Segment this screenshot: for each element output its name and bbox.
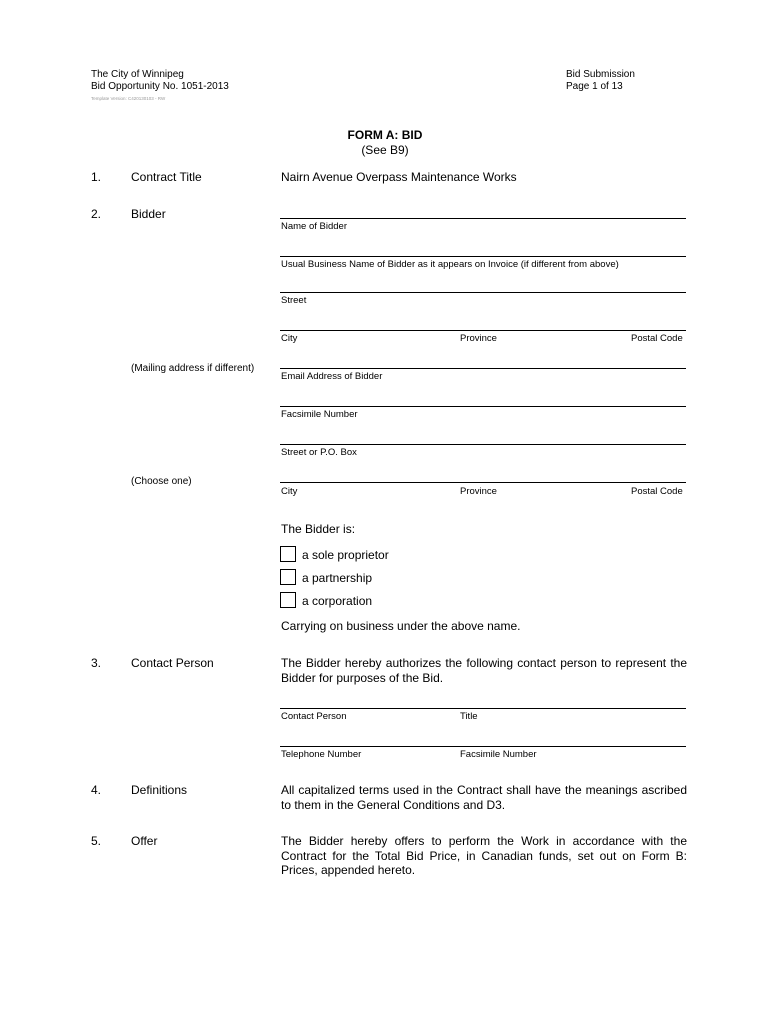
sole-proprietor-checkbox[interactable] [280, 546, 296, 562]
form-subtitle: (See B9) [361, 143, 409, 157]
definitions-text: All capitalized terms used in the Contract shall have the meanings ascribed to them in the General Conditions and D3. [281, 783, 687, 812]
contact-person-caption: Contact Person [281, 711, 347, 722]
email-caption: Email Address of Bidder [281, 371, 383, 382]
street-line[interactable] [280, 292, 686, 293]
section-2-number: 2. [91, 207, 102, 221]
mailing-city-province-postal-line[interactable] [280, 482, 686, 483]
section-2-label: Bidder [131, 207, 166, 221]
usual-business-name-caption: Usual Business Name of Bidder as it appears on Invoice (if different from above) [281, 259, 619, 270]
name-of-bidder-line[interactable] [280, 218, 686, 219]
fax-caption: Facsimile Number [281, 409, 358, 420]
section-1-label: Contract Title [131, 170, 202, 184]
title-caption: Title [460, 711, 478, 722]
page-number: Page 1 of 13 [566, 81, 623, 92]
usual-business-name-line[interactable] [280, 256, 686, 257]
corporation-checkbox[interactable] [280, 592, 296, 608]
bidder-is-label: The Bidder is: [281, 522, 356, 536]
corporation-label: a corporation [302, 594, 373, 608]
section-1-number: 1. [91, 170, 102, 184]
street-caption: Street [281, 295, 307, 306]
partnership-checkbox[interactable] [280, 569, 296, 585]
mailing-postal-code-caption: Postal Code [631, 486, 683, 497]
city-caption: City [281, 333, 298, 344]
sole-proprietor-label: a sole proprietor [302, 548, 389, 562]
section-5-number: 5. [91, 834, 102, 848]
telephone-caption: Telephone Number [281, 749, 362, 760]
choose-one-note: (Choose one) [131, 476, 192, 487]
section-5-label: Offer [131, 834, 158, 848]
org-name: The City of Winnipeg [91, 69, 184, 80]
section-3-label: Contact Person [131, 656, 214, 670]
section-4-label: Definitions [131, 783, 188, 797]
fax-line[interactable] [280, 406, 686, 407]
email-line[interactable] [280, 368, 686, 369]
province-caption: Province [460, 333, 497, 344]
postal-code-caption: Postal Code [631, 333, 683, 344]
name-of-bidder-caption: Name of Bidder [281, 221, 348, 232]
section-3-number: 3. [91, 656, 102, 670]
contact-person-text: The Bidder hereby authorizes the following contact person to represent the Bidder for purposes of the Bid. [281, 656, 687, 685]
street-po-line[interactable] [280, 444, 686, 445]
bid-opportunity-number: Bid Opportunity No. 1051-2013 [91, 81, 229, 92]
street-po-caption: Street or P.O. Box [281, 447, 357, 458]
contract-title-value: Nairn Avenue Overpass Maintenance Works [281, 170, 517, 184]
offer-text: The Bidder hereby offers to perform the Work in accordance with the Contract for the Total Bid Price, in Canadian funds, set out on Form B: Prices, appended hereto. [281, 834, 687, 877]
telephone-fax-line[interactable] [280, 746, 686, 747]
carrying-on-business-text: Carrying on business under the above name. [281, 619, 521, 633]
form-title: FORM A: BID [347, 128, 423, 142]
template-version: Template Version: C420130103 - RW [91, 96, 166, 101]
contact-person-title-line[interactable] [280, 708, 686, 709]
bid-submission-label: Bid Submission [566, 69, 635, 80]
mailing-city-caption: City [281, 486, 298, 497]
section-4-number: 4. [91, 783, 102, 797]
contact-fax-caption: Facsimile Number [460, 749, 537, 760]
partnership-label: a partnership [302, 571, 373, 585]
city-province-postal-line[interactable] [280, 330, 686, 331]
mailing-province-caption: Province [460, 486, 497, 497]
mailing-address-note: (Mailing address if different) [131, 363, 255, 374]
